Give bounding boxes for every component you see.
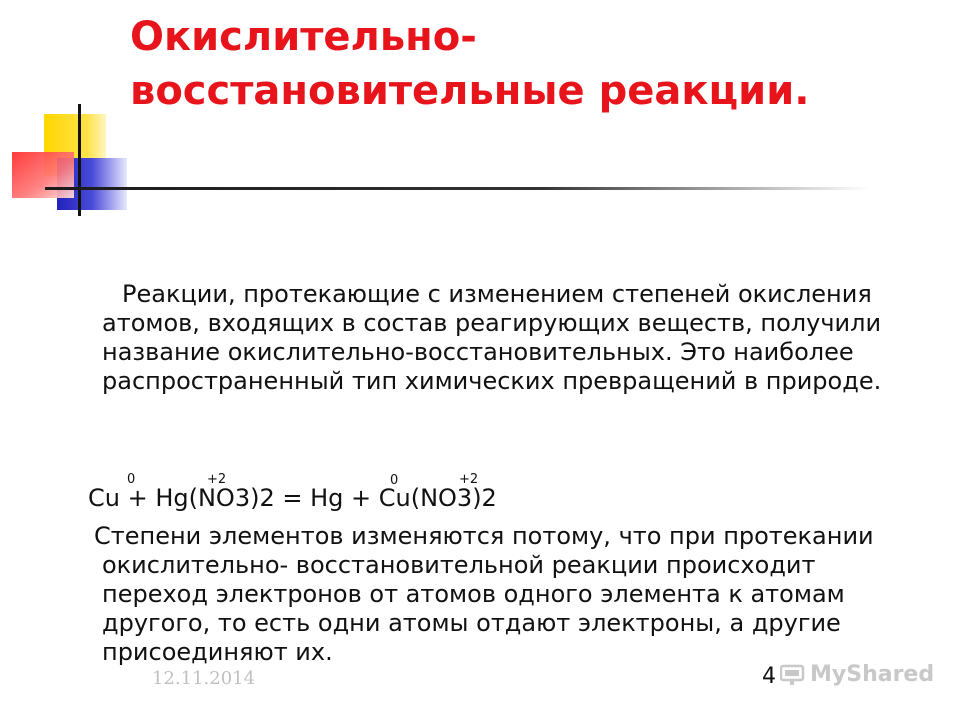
paragraph-explanation: Степени элементов изменяются потому, что при протекании окислительно- восстановительной реакции происходит переход электронов от атомов одного элемента к атомам другого, то есть одни атомы отдают электроны, а другие присоединяют их. — [94, 522, 874, 666]
footer-date: 12.11.2014 — [152, 668, 256, 689]
brand-name: MyShared — [810, 662, 935, 687]
ox-state-cu-right: +2 — [459, 472, 479, 487]
brand-watermark — [780, 662, 934, 687]
red-square — [12, 152, 74, 198]
title-line-1: Окислительно- — [130, 14, 477, 60]
ox-state-hg-left: +2 — [207, 472, 227, 487]
paragraph-definition: Реакции, протекающие с изменением степеней окисления атомов, входящих в состав реагирующих веществ, получили название окислительно-восстановительных. Это наиболее распространенный тип химических превращений в природе. — [102, 280, 882, 395]
chemical-equation: Cu + Hg(NO3)2 = Hg + Cu(NO3)2 — [88, 484, 497, 512]
ox-state-hg-right: 0 — [390, 473, 399, 488]
title-divider — [45, 187, 870, 190]
slide-title — [130, 10, 930, 118]
decorative-squares — [0, 100, 190, 220]
presentation-icon — [780, 664, 806, 686]
title-line-2: восстановительные реакции. — [130, 68, 810, 114]
ox-state-cu-left: 0 — [127, 472, 136, 487]
slide-number: 4 — [762, 664, 776, 689]
vertical-line — [78, 104, 81, 216]
